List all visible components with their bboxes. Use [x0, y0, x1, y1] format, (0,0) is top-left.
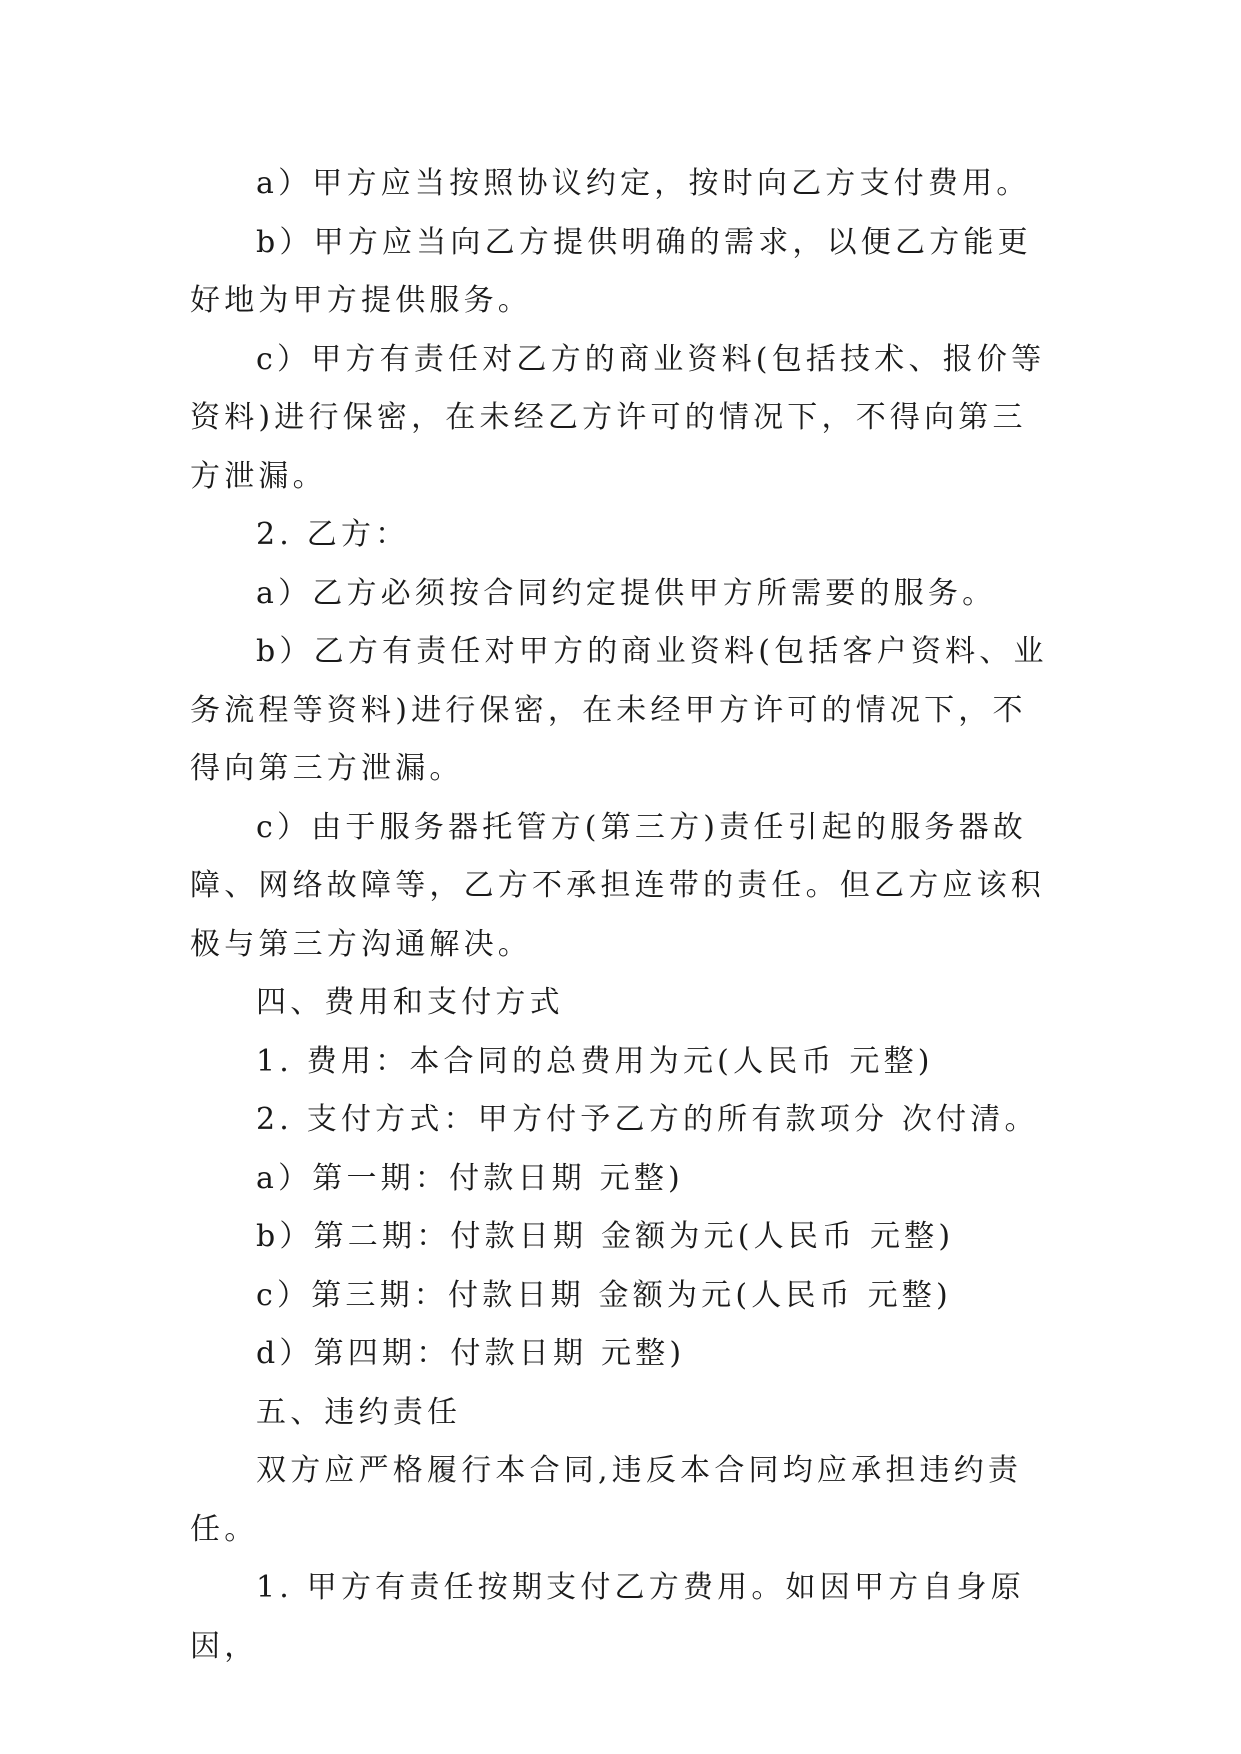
paragraph-installment-3: c）第三期：付款日期 金额为元(人民币 元整) — [256, 1277, 952, 1313]
paragraph-party-a-item-c: c）甲方有责任对乙方的商业资料(包括技术、报价等资料)进行保密，在未经乙方许可的情况下，不得向第三方泄漏。 — [190, 341, 1046, 494]
paragraph-fee-total: 1. 费用：本合同的总费用为元(人民币 元整) — [256, 1043, 934, 1079]
paragraph-payment-method: 2. 支付方式：甲方付予乙方的所有款项分 次付清。 — [256, 1102, 1039, 1137]
paragraph-breach-item-1: 1. 甲方有责任按期支付乙方费用。如因甲方自身原因， — [190, 1570, 1025, 1664]
paragraph-party-b-item-a: a）乙方必须按合同约定提供甲方所需要的服务。 — [256, 575, 997, 611]
paragraph-party-b-item-b: b）乙方有责任对甲方的商业资料(包括客户资料、业务流程等资料)进行保密，在未经甲方许可的情况下，不得向第三方泄漏。 — [190, 634, 1048, 786]
paragraph-installment-4: d）第四期：付款日期 元整) — [256, 1336, 686, 1371]
paragraph-installment-1: a）第一期：付款日期 元整) — [256, 1160, 684, 1196]
paragraph-breach-intro: 双方应严格履行本合同,违反本合同均应承担违约责任。 — [190, 1453, 1023, 1547]
document-page — [190, 155, 1060, 1676]
paragraph-installment-2: b）第二期：付款日期 金额为元(人民币 元整) — [256, 1219, 955, 1254]
paragraph-party-b-heading: 2. 乙方： — [256, 517, 410, 552]
section-heading-fees: 四、费用和支付方式 — [256, 985, 564, 1020]
paragraph-party-a-item-a: a）甲方应当按照协议约定，按时向乙方支付费用。 — [256, 166, 1031, 201]
paragraph-party-a-item-b: b）甲方应当向乙方提供明确的需求，以便乙方能更好地为甲方提供服务。 — [190, 224, 1032, 318]
section-heading-breach: 五、违约责任 — [256, 1394, 462, 1430]
paragraph-party-b-item-c: c）由于服务器托管方(第三方)责任引起的服务器故障、网络故障等，乙方不承担连带的责任。但乙方应该积极与第三方沟通解决。 — [190, 809, 1045, 962]
